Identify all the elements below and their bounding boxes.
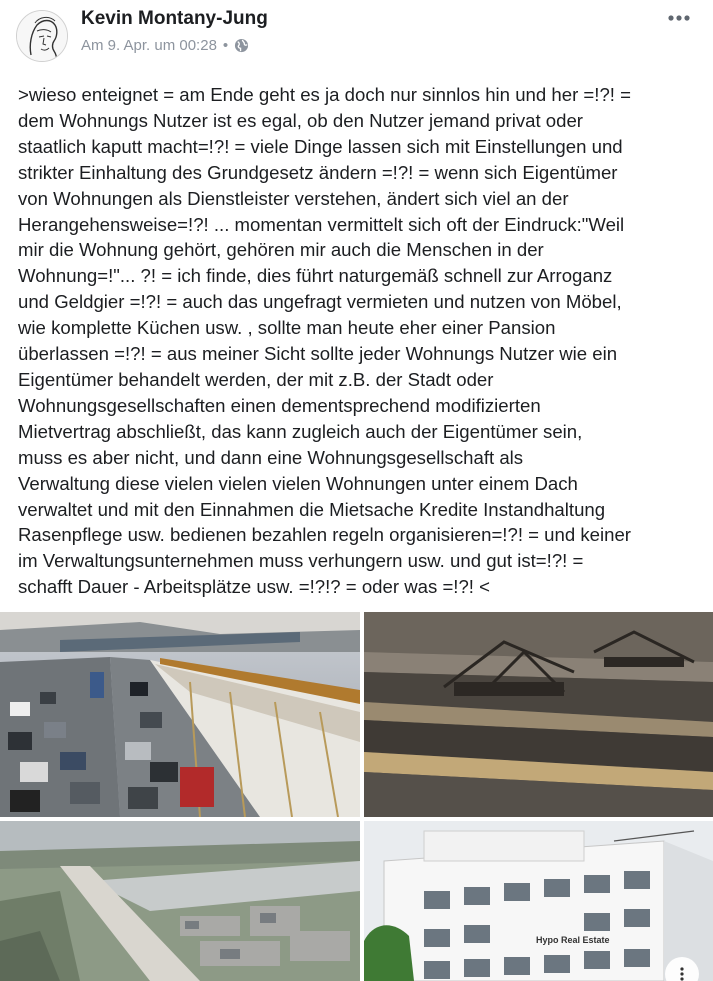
open-pit-mine-photo[interactable]	[364, 612, 713, 817]
building-sign: Hypo Real Estate	[536, 935, 610, 945]
post-timestamp[interactable]: Am 9. Apr. um 00:28	[81, 37, 217, 54]
author-name[interactable]: Kevin Montany-Jung	[81, 8, 268, 29]
airport-aerial-photo[interactable]	[0, 821, 360, 981]
post-body-text: >wieso enteignet = am Ende geht es ja doch nur sinnlos hin und her =!?! = dem Wohnungs Nutzer ist es egal, ob den Nutzer jemand privat oder staatlich kaputt macht=!?! = viele Dinge lassen sich mit Einstellungen und strikter Einhaltung des Grundgesetz ändern =!?! = wenn sich Eigentümer von Wohnungen als Dienstleister verstehen, ändert sich viel an der Herangehensweise=!?! ... momentan vermittelt sich oft der Eindruck:"Weil mir die Wohnung gehört, gehören mir auch die Menschen in der Wohnung=!"... ?! = ich finde, dies führt naturgemäß schnell zur Arroganz und Geldgier =!?! = auch das ungefragt vermieten und nutzen von Möbel, wie komplette Küchen usw. , sollte man heute eher einer Pansion überlassen =!?! = aus meiner Sicht sollte jeder Wohnungs Nutzer wie ein Eigentümer behandelt werden, der mit z.B. der Stadt oder Wohnungsgesellschaften einen dementsprechend modifizierten Mietvertrag abschließt, das kann zugleich auch der Eigentümer sein, muss es aber nicht, und dann eine Wohnungsgesellschaft als Verwaltung diese vielen vielen vielen Wohnungen unter einem Dach verwaltet und mit den Einnahmen die Mietsache Kredite Instandhaltung Rasenpflege usw. bedienen bezahlen regeln organisieren=!?! = und keiner im Verwaltungsunternehmen muss verhungern usw. und gut ist=!?! = schafft Dauer - Arbeitsplätze usw. =!?!? = oder was =!?! <	[18, 84, 632, 598]
office-building-photo[interactable]	[364, 821, 713, 981]
highway-traffic-photo[interactable]	[0, 612, 360, 817]
more-options-button[interactable]	[663, 8, 695, 28]
more-dots-icon	[674, 966, 690, 981]
post-meta	[81, 37, 249, 54]
post-header	[0, 0, 713, 70]
globe-icon[interactable]	[234, 38, 249, 53]
meta-separator: •	[222, 37, 229, 54]
author-avatar[interactable]	[16, 10, 68, 62]
more-options-icon	[667, 14, 691, 22]
photo-grid	[0, 612, 713, 981]
avatar-sketch-icon	[17, 11, 68, 62]
